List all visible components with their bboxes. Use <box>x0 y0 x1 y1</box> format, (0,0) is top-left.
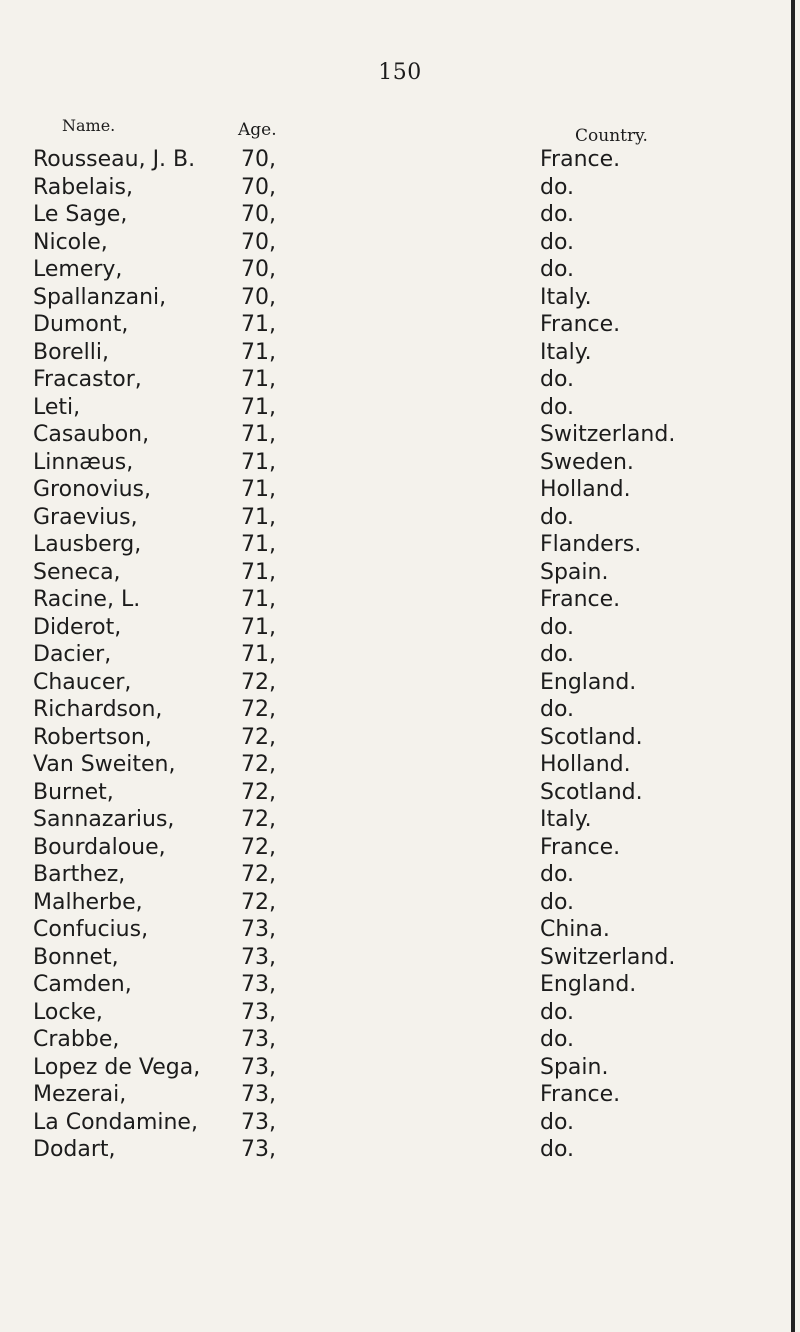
table-row <box>0 174 800 202</box>
person-name: Rabelais, <box>33 174 133 200</box>
country-value: Italy. <box>540 339 592 365</box>
person-name: Camden, <box>33 972 132 997</box>
person-name: Burnet, <box>33 779 114 805</box>
country-value: do. <box>540 1137 575 1162</box>
person-name: Leti, <box>33 394 81 420</box>
country-value: France. <box>540 834 621 860</box>
person-name: Graevius, <box>33 504 138 530</box>
person-name: Bourdaloue, <box>33 834 166 860</box>
table-row <box>0 366 800 394</box>
table-row <box>0 779 800 807</box>
age-value: 73, <box>241 972 276 997</box>
age-value: 71, <box>241 532 276 557</box>
age-value: 71, <box>241 642 276 667</box>
age-value: 71, <box>241 559 276 585</box>
table-row <box>0 394 800 422</box>
person-name: Van Sweiten, <box>33 752 176 777</box>
table-row <box>0 696 800 724</box>
country-value: France. <box>540 587 621 612</box>
age-value: 71, <box>241 312 276 337</box>
country-value: do. <box>540 642 575 667</box>
person-name: Bonnet, <box>33 944 119 970</box>
person-name: Rousseau, J. B. <box>33 147 196 172</box>
age-value: 73, <box>241 1137 276 1162</box>
table-row <box>0 1026 800 1054</box>
country-value: France. <box>540 312 621 337</box>
country-value: Switzerland. <box>540 422 676 447</box>
country-value: do. <box>540 1109 575 1135</box>
age-value: 70, <box>241 229 276 255</box>
age-value: 71, <box>241 614 276 640</box>
country-value: do. <box>540 697 575 722</box>
table-row <box>0 284 800 312</box>
age-value: 70, <box>241 202 276 227</box>
person-name: Richardson, <box>33 697 163 722</box>
country-value: do. <box>540 229 575 255</box>
table-row <box>0 999 800 1027</box>
table-row <box>0 641 800 669</box>
table-row <box>0 421 800 449</box>
age-value: 71, <box>241 449 276 475</box>
column-headers <box>0 116 800 146</box>
table-row <box>0 971 800 999</box>
table-row <box>0 806 800 834</box>
table-row <box>0 201 800 229</box>
age-column-header: Age. <box>238 120 277 140</box>
person-name: Linnæus, <box>33 449 134 475</box>
country-value: Italy. <box>540 807 592 832</box>
person-name: Dumont, <box>33 312 129 337</box>
age-value: 70, <box>241 147 276 172</box>
table-row <box>0 256 800 284</box>
country-value: do. <box>540 257 575 282</box>
age-value: 70, <box>241 284 276 310</box>
person-name: Lopez de Vega, <box>33 1054 201 1080</box>
age-value: 71, <box>241 422 276 447</box>
age-value: 73, <box>241 999 276 1025</box>
country-value: Italy. <box>540 284 592 310</box>
age-value: 73, <box>241 1082 276 1107</box>
age-value: 73, <box>241 944 276 970</box>
person-name: Borelli, <box>33 339 109 365</box>
age-value: 71, <box>241 587 276 612</box>
page-edge-rule <box>791 0 795 1332</box>
person-name: Dacier, <box>33 642 112 667</box>
age-value: 73, <box>241 1109 276 1135</box>
age-value: 71, <box>241 339 276 365</box>
age-value: 73, <box>241 917 276 942</box>
person-name: Locke, <box>33 999 103 1025</box>
entries-table <box>0 146 800 1164</box>
table-row <box>0 449 800 477</box>
country-value: France. <box>540 147 621 172</box>
person-name: Spallanzani, <box>33 284 167 310</box>
country-value: Switzerland. <box>540 944 676 970</box>
country-value: Holland. <box>540 752 631 777</box>
person-name: Lausberg, <box>33 532 142 557</box>
person-name: Lemery, <box>33 257 123 282</box>
table-row <box>0 339 800 367</box>
country-value: Sweden. <box>540 449 634 475</box>
country-value: Spain. <box>540 1054 609 1080</box>
person-name: Le Sage, <box>33 202 128 227</box>
person-name: Malherbe, <box>33 889 143 915</box>
country-value: do. <box>540 202 575 227</box>
table-row <box>0 559 800 587</box>
age-value: 72, <box>241 834 276 860</box>
country-value: do. <box>540 614 575 640</box>
table-row <box>0 586 800 614</box>
country-column-header: Country. <box>575 126 648 146</box>
table-row <box>0 1081 800 1109</box>
age-value: 72, <box>241 862 276 887</box>
person-name: Chaucer, <box>33 669 132 695</box>
name-column-header: Name. <box>62 116 116 135</box>
age-value: 72, <box>241 697 276 722</box>
person-name: Casaubon, <box>33 422 150 447</box>
age-value: 71, <box>241 477 276 502</box>
country-value: England. <box>540 972 637 997</box>
country-value: do. <box>540 999 575 1025</box>
person-name: Nicole, <box>33 229 108 255</box>
table-row <box>0 669 800 697</box>
age-value: 72, <box>241 807 276 832</box>
table-row <box>0 724 800 752</box>
table-row <box>0 311 800 339</box>
country-value: do. <box>540 504 575 530</box>
country-value: do. <box>540 174 575 200</box>
age-value: 73, <box>241 1054 276 1080</box>
country-value: do. <box>540 1027 575 1052</box>
country-value: Spain. <box>540 559 609 585</box>
table-row <box>0 531 800 559</box>
age-value: 71, <box>241 394 276 420</box>
table-row <box>0 146 800 174</box>
person-name: Barthez, <box>33 862 126 887</box>
age-value: 72, <box>241 779 276 805</box>
country-value: Scotland. <box>540 724 643 750</box>
person-name: Dodart, <box>33 1137 116 1162</box>
table-row <box>0 504 800 532</box>
country-value: Scotland. <box>540 779 643 805</box>
table-row <box>0 751 800 779</box>
country-value: Flanders. <box>540 532 642 557</box>
person-name: Racine, L. <box>33 587 141 612</box>
person-name: Robertson, <box>33 724 152 750</box>
person-name: Crabbe, <box>33 1027 120 1052</box>
age-value: 72, <box>241 889 276 915</box>
table-row <box>0 1136 800 1164</box>
person-name: Diderot, <box>33 614 122 640</box>
age-value: 70, <box>241 257 276 282</box>
country-value: England. <box>540 669 637 695</box>
country-value: China. <box>540 917 610 942</box>
age-value: 72, <box>241 724 276 750</box>
country-value: do. <box>540 889 575 915</box>
table-row <box>0 916 800 944</box>
country-value: Holland. <box>540 477 631 502</box>
age-value: 71, <box>241 504 276 530</box>
table-row <box>0 1054 800 1082</box>
person-name: Gronovius, <box>33 477 152 502</box>
country-value: France. <box>540 1082 621 1107</box>
country-value: do. <box>540 367 575 392</box>
age-value: 72, <box>241 752 276 777</box>
country-value: do. <box>540 394 575 420</box>
age-value: 73, <box>241 1027 276 1052</box>
table-row <box>0 614 800 642</box>
table-row <box>0 229 800 257</box>
country-value: do. <box>540 862 575 887</box>
table-row <box>0 1109 800 1137</box>
person-name: Seneca, <box>33 559 121 585</box>
table-row <box>0 476 800 504</box>
age-value: 72, <box>241 669 276 695</box>
table-row <box>0 944 800 972</box>
person-name: Confucius, <box>33 917 149 942</box>
age-value: 71, <box>241 367 276 392</box>
person-name: Fracastor, <box>33 367 142 392</box>
age-value: 70, <box>241 174 276 200</box>
table-row <box>0 834 800 862</box>
page-number: 150 <box>378 60 422 85</box>
person-name: Sannazarius, <box>33 807 175 832</box>
table-row <box>0 861 800 889</box>
table-row <box>0 889 800 917</box>
person-name: La Condamine, <box>33 1109 198 1135</box>
person-name: Mezerai, <box>33 1082 127 1107</box>
